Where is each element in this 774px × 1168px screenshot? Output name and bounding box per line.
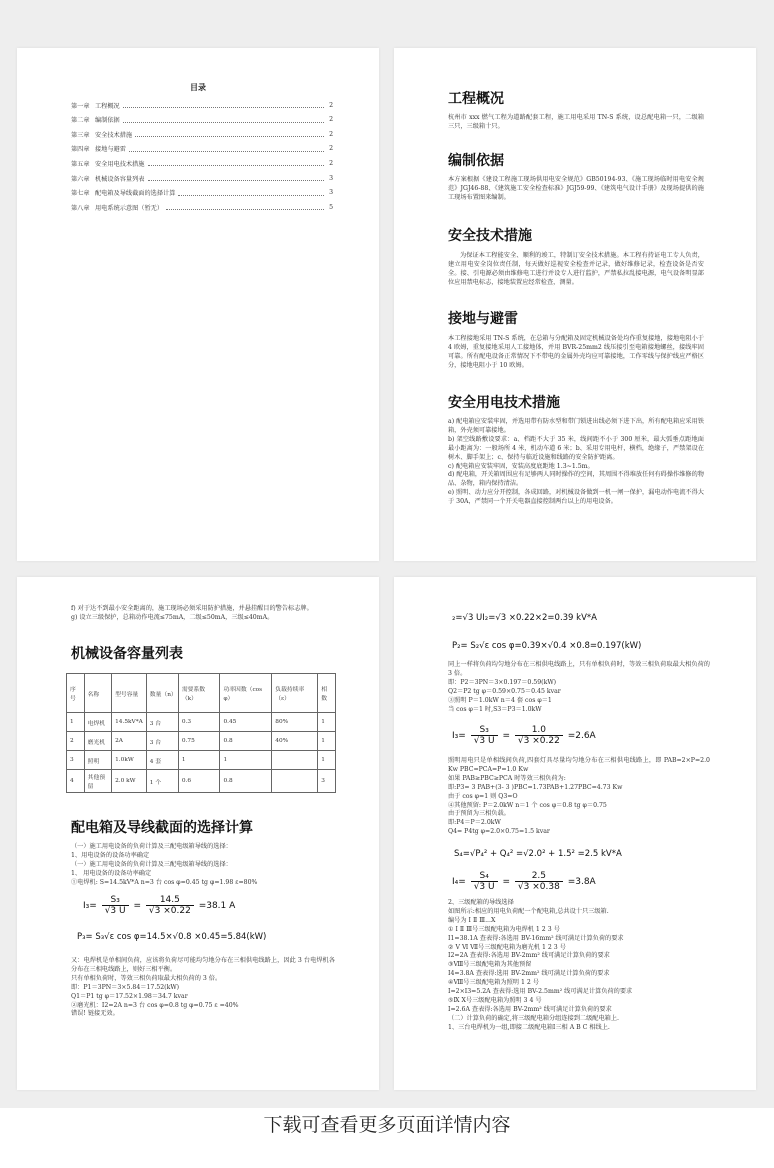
text-line: ④其他预留: P＝2.0kW n＝1 个 cos φ＝0.8 tg φ＝0.75 bbox=[448, 801, 607, 809]
overview-text: 杭州市 xxx 燃气工程为道路配套工程，施工用电采用 TN-S 系统，设总配电箱一只，二级箱三只，三级箱十只。 bbox=[448, 114, 704, 130]
text-line: a) 配电箱应安装牢固，并选用带有防水型和带门锁进出线必须下进下出，所有配电箱应采用铁箱，外壳须可靠接地。 bbox=[448, 418, 704, 434]
table-cell: 2.0 kW bbox=[112, 770, 147, 793]
page-3 bbox=[17, 577, 379, 1090]
table-cell: 40% bbox=[272, 732, 318, 751]
text-line: 1、用电设备的设备功率确定 bbox=[71, 851, 150, 859]
table-cell: 4 套 bbox=[146, 751, 178, 770]
toc-item-title: 安全用电技术措施 bbox=[95, 160, 145, 168]
table-cell: 0.8 bbox=[220, 770, 272, 793]
table-cell: 4 bbox=[67, 770, 85, 793]
toc-item-title: 配电箱及导线截面的选择计算 bbox=[95, 190, 176, 198]
toc-item-title: 安全技术措施 bbox=[95, 131, 133, 139]
text-line: 错误! 链接无效。 bbox=[71, 1010, 119, 1018]
formula-s2: ₂=√3 UI₂=√3 ×0.22×2=0.39 kV*A bbox=[452, 613, 597, 623]
toc-page-number: 2 bbox=[329, 130, 333, 138]
table-header-row bbox=[67, 674, 336, 713]
page4-text-c bbox=[448, 899, 710, 1033]
formula-i1: I₃= $\frac{\text{S₃}}{√3 U}$ = $\frac{14.5}{√3 \times 0.22}$ =38.1 A bbox=[83, 895, 236, 916]
table-cell: 0.3 bbox=[178, 713, 220, 732]
toc-leader bbox=[166, 204, 324, 210]
heading-elec: 安全用电技术措施 bbox=[448, 395, 560, 411]
toc-leader bbox=[123, 117, 324, 123]
text-line: 如果 PAB≥PBC≥PCA 时等效三相负荷为: bbox=[448, 774, 566, 782]
text-line: f) 对于达不到最小安全距离的，施工现场必须采用防护措施，并悬挂醒目的警告标志牌。 bbox=[71, 605, 313, 612]
table-cell: 1 bbox=[318, 751, 336, 770]
table-header-cell: 需要系数（k） bbox=[178, 674, 220, 713]
toc-item-title: 接地与避雷 bbox=[95, 146, 126, 154]
toc-leader bbox=[123, 102, 324, 108]
table-cell: 1 bbox=[318, 732, 336, 751]
page-toc bbox=[17, 48, 379, 561]
safety-text: 为保证本工程能安全、顺利的竣工，特制订安全技术措施。本工程有持证电工专人负责，建立用电安全岗位责任制，每天做好巡视安全检查并记录，做好维修记录，检查设备是否安全。接、引电源必须由维修电工进行并设专人进行监护，严禁私拉乱接电源，电气设备明显部位应用禁电标志，接地装置应经常检查，测量。 bbox=[448, 252, 704, 286]
text-line: 即:P4＝P＝2.0kW bbox=[448, 819, 501, 827]
text-line: 编号为 I Ⅱ Ⅲ...X bbox=[448, 916, 496, 924]
text-line: 只有单相负荷时，等效三相负荷取最大相负荷的 3 倍。 bbox=[71, 974, 222, 982]
toc-page-number: 3 bbox=[329, 189, 333, 197]
toc-item[interactable] bbox=[71, 144, 333, 154]
table-cell: 2 bbox=[67, 732, 85, 751]
toc-page-number: 3 bbox=[329, 174, 333, 182]
table-header-cell: 数量（n） bbox=[146, 674, 178, 713]
table-cell bbox=[272, 770, 318, 793]
text-line: ① Ⅰ Ⅱ Ⅲ号三级配电箱为电焊机 1 2 3 号 bbox=[448, 925, 560, 933]
page-2 bbox=[394, 48, 756, 561]
basis-text: 本方案根据《建设工程施工现场供用电安全规范》GB50194-93、《施工现场临时用电安全规范》JGJ46-88、《建筑施工安全检查标准》JGJ59-99、《建筑电气设计手册》及现场提供的施工现场布置图来编制。 bbox=[448, 176, 704, 201]
calc-after-text bbox=[71, 957, 335, 1019]
toc-item[interactable] bbox=[71, 202, 333, 212]
table-cell: 1 bbox=[67, 713, 85, 732]
table-row bbox=[67, 732, 336, 751]
text-line: 当 cos φ＝1 时,S3＝P3＝1.0kW bbox=[448, 705, 542, 713]
equipment-table bbox=[66, 673, 336, 793]
table-cell: 1 个 bbox=[146, 770, 178, 793]
toc-leader bbox=[178, 190, 324, 196]
formula-i3: I₃= $\frac{\text{S₃}}{√3 U}$ = $\frac{1.0}{√3 \times 0.22}$ =2.6A bbox=[452, 725, 596, 746]
table-cell: 2A bbox=[112, 732, 147, 751]
text-line: I=2×I3=5.2A 查表得:选用 BV-2.5mm² 线可满足计算负荷的要求 bbox=[448, 988, 633, 996]
toc-chapter: 第一章 bbox=[71, 102, 90, 110]
text-line: ④Ⅷ号三级配电箱为照明 1 2 号 bbox=[448, 979, 539, 987]
table-cell: 0.8 bbox=[220, 732, 272, 751]
calc-text bbox=[71, 843, 335, 888]
table-header-cell: 型号容量 bbox=[112, 674, 147, 713]
table-row bbox=[67, 770, 336, 793]
table-cell: 1 bbox=[318, 713, 336, 732]
text-line: 2、三级配箱的导线选择 bbox=[448, 899, 514, 906]
table-cell: 3 bbox=[318, 770, 336, 793]
formula-p2: P₂= S₂√ε cos φ=0.39×√0.4 ×0.8=0.197(kW) bbox=[452, 641, 642, 651]
table-cell: 1 bbox=[220, 751, 272, 770]
table-cell: 1.0kW bbox=[112, 751, 147, 770]
toc-chapter: 第五章 bbox=[71, 160, 90, 168]
text-line: 即：P1＝3PN＝3×5.84＝17.52(kW) bbox=[71, 983, 180, 991]
text-line: ③Ⅷ号三级配电箱为其他预留 bbox=[448, 961, 532, 969]
toc-item-title: 用电系统示意图（暂无） bbox=[95, 204, 164, 212]
text-line: Q4= P4tg φ=2.0×0.75=1.5 kvar bbox=[448, 828, 550, 836]
text-line: 1、 用电设备的设备功率确定 bbox=[71, 869, 152, 877]
text-line: ⑤Ⅸ Ⅹ号三级配电箱为照明 3 4 号 bbox=[448, 996, 542, 1004]
page3-intro bbox=[71, 605, 335, 623]
toc-page-number: 5 bbox=[329, 203, 333, 211]
text-line: 如图所示:相应的用电负荷配一个配电箱,总共设十只三级箱. bbox=[448, 907, 609, 915]
text-line: （一）施工用电设备的负荷计算及三配电级箱导线的选择： bbox=[71, 860, 232, 868]
download-prompt-footer bbox=[0, 1108, 774, 1168]
text-line: 又：电焊机是单相间负荷，应该将负荷尽可能均匀地分布在三相供电线路上，因此 3 台电焊机各分布在三相电线路上，则好三相平衡。 bbox=[71, 957, 335, 973]
toc-item[interactable] bbox=[71, 100, 333, 110]
ground-text: 本工程接地采用 TN-S 系统，在总箱与分配箱及固定机械设备处均作重复接地，接地电阻小于 4 欧姆，重复接地采用人工接地体，并用 BVR-25mm2 线压接引至电箱接地螺丝，接线牢固可靠。所有配电设备正常情况下不带电的金属外壳均应可靠接地，工作零线与保护线应严格区分，接地电阻小于 10 欧姆。 bbox=[448, 335, 704, 369]
page-4 bbox=[394, 577, 756, 1090]
text-line: I=2.6A 查表得:各选用 BV-2mm² 线可满足计算负荷的要求 bbox=[448, 1005, 612, 1013]
toc-item-title: 工程概况 bbox=[95, 102, 120, 110]
table-header-cell: 名称 bbox=[84, 674, 111, 713]
text-line: （二）计算负荷的确定,将三级配电箱分组连接到二级配电箱上. bbox=[448, 1014, 619, 1022]
heading-equipment-table: 机械设备容量列表 bbox=[71, 646, 183, 662]
heading-safety: 安全技术措施 bbox=[448, 228, 532, 244]
toc-item[interactable] bbox=[71, 158, 333, 168]
table-header-cell: 功率因数（cos φ） bbox=[220, 674, 272, 713]
heading-basis: 编制依据 bbox=[448, 153, 504, 169]
table-cell: 磨光机 bbox=[84, 732, 111, 751]
text-line: 照明用电只是单相线间负荷,四套灯具尽量均匀地分布在三相供电线路上，即 PAB=2×P=2.0 Kw PBC=PCA=P=1.0 Kw bbox=[448, 757, 710, 773]
text-line: ②磨光机：I2=2A n=3 台 cos φ=0.8 tg φ=0.75 ε =40% bbox=[71, 1001, 239, 1009]
toc-chapter: 第八章 bbox=[71, 204, 90, 212]
table-cell: 1 bbox=[178, 751, 220, 770]
table-cell: 80% bbox=[272, 713, 318, 732]
table-row bbox=[67, 751, 336, 770]
toc-chapter: 第七章 bbox=[71, 190, 90, 198]
toc-leader bbox=[129, 146, 324, 152]
formula-i4: I₄= $\frac{\text{S₄}}{√3 U}$ = $\frac{2.5}{√3 \times 0.38}$ =3.8A bbox=[452, 871, 596, 892]
text-line: Q1＝P1 tg φ＝17.52×1.98＝34.7 kvar bbox=[71, 992, 188, 1000]
text-line: 即:P3= 3 PAB+(3- 3 )PBC=1.73PAB+1.27PBC=4.73 Kw bbox=[448, 783, 623, 791]
text-line: 1、三台电焊机为一组,即接二级配电箱Ⅰ三相 A B C 相线上. bbox=[448, 1023, 610, 1031]
toc-item[interactable] bbox=[71, 129, 333, 139]
text-line: ② Ⅴ Ⅵ Ⅶ号三级配电箱为磨光机 1 2 3 号 bbox=[448, 943, 566, 951]
text-line: 即：P2＝3PN＝3×0.197＝0.59(kW) bbox=[448, 678, 557, 686]
text-line: c) 配电箱应安装牢固，安装高度底距地 1.3~1.5m。 bbox=[448, 462, 594, 470]
table-row bbox=[67, 713, 336, 732]
heading-ground: 接地与避雷 bbox=[448, 311, 518, 327]
table-cell: 3 台 bbox=[146, 713, 178, 732]
formula-s4: S₄=√P₄² + Q₄² =√2.0² + 1.5² =2.5 kV*A bbox=[454, 849, 622, 859]
toc-item-title: 机械设备容量列表 bbox=[95, 175, 145, 183]
table-cell: 0.45 bbox=[220, 713, 272, 732]
text-line: Q2＝P2 tg φ＝0.59×0.75＝0.45 kvar bbox=[448, 687, 561, 695]
toc-chapter: 第三章 bbox=[71, 131, 90, 139]
text-line: e) 照明、动力应分开控制，各成回路，对机械设备做到一机一闸一保护，漏电动作电流不得大于 30A，严禁同一个开关电器直接控制两台以上的用电设备。 bbox=[448, 489, 704, 506]
text-line: I1=38.1A 查表得:各选用 BV-16mm² 线可满足计算负荷的要求 bbox=[448, 934, 624, 942]
toc-leader bbox=[135, 131, 324, 137]
text-line: 由于 cos φ=1 则 Q3=O bbox=[448, 792, 518, 800]
table-header-cell: 负载持续率（ε） bbox=[272, 674, 318, 713]
table-cell: 14.5kV*A bbox=[112, 713, 147, 732]
text-line: b) 架空线路敷设要求：a、档距不大于 35 米，线间距不小于 300 厘米，最大弧垂点距地面最小距离为：一般场所 4 米，机动车道 6 米；b、采用专用电杆，横档，绝缘子，严禁架设在树木、脚手架上；c、保持与临近设施和线路的安全防护距离。 bbox=[448, 435, 704, 461]
page4-text-a bbox=[448, 661, 710, 714]
toc-item-title: 编制依据 bbox=[95, 117, 120, 125]
toc-page-number: 2 bbox=[329, 145, 333, 153]
toc-chapter: 第六章 bbox=[71, 175, 90, 183]
text-line: g) 设立三级保护，总箱动作电流≤75mA，二级≤50mA，三级≤40mA。 bbox=[71, 613, 274, 621]
text-line: ③照明 P＝1.0kW n＝4 套 cos φ＝1 bbox=[448, 696, 552, 704]
text-line: d) 配电箱，开关箱周围应有足够两人同时操作的空间，其周围不得堆放任何有碍操作维修的物品、杂物，箱内保持清洁。 bbox=[448, 471, 704, 488]
table-cell: 电焊机 bbox=[84, 713, 111, 732]
toc-leader bbox=[148, 175, 325, 181]
toc-item[interactable] bbox=[71, 115, 333, 125]
toc-leader bbox=[148, 160, 325, 166]
text-line: 由于预留为三相负载。 bbox=[448, 810, 510, 818]
text-line: I4=3.8A 查表得:选用 BV-2mm² 线可满足计算负荷的要求 bbox=[448, 970, 610, 978]
table-cell: 3 bbox=[67, 751, 85, 770]
toc-title: 目录 bbox=[190, 82, 206, 92]
text-line: （一）施工用电设备的负荷计算及三配电级箱导线的选择： bbox=[71, 843, 232, 850]
table-cell: 0.75 bbox=[178, 732, 220, 751]
download-prompt-text[interactable]: 下载可查看更多页面详情内容 bbox=[263, 1114, 511, 1136]
table-cell: 照明 bbox=[84, 751, 111, 770]
toc-chapter: 第二章 bbox=[71, 117, 90, 125]
table-header-cell: 相数 bbox=[318, 674, 336, 713]
text-line: 同上一样将负荷均匀地分布在三相供电线路上，只有单相负荷时，等效三相负荷取最大相负荷的 3 倍。 bbox=[448, 661, 710, 677]
toc-page-number: 2 bbox=[329, 159, 333, 167]
toc-item[interactable] bbox=[71, 173, 333, 183]
elec-measures-list bbox=[448, 418, 704, 507]
heading-overview: 工程概况 bbox=[448, 91, 504, 107]
table-cell: 0.6 bbox=[178, 770, 220, 793]
text-line: ①电焊机: S=14.5kV*A n=3 台 cos φ=0.45 tg φ=1.98 ε=80% bbox=[71, 878, 258, 886]
text-line: I2=2A 查表得:各选用 BV-2mm² 线可满足计算负荷的要求 bbox=[448, 952, 610, 960]
table-header-cell: 序号 bbox=[67, 674, 85, 713]
table-cell bbox=[272, 751, 318, 770]
page4-text-b bbox=[448, 757, 710, 837]
heading-calc: 配电箱及导线截面的选择计算 bbox=[71, 820, 253, 836]
toc-page-number: 2 bbox=[329, 116, 333, 124]
formula-p1: P₃= S₃√ε cos φ=14.5×√0.8 ×0.45=5.84(kW) bbox=[77, 932, 267, 942]
toc-chapter: 第四章 bbox=[71, 146, 90, 154]
toc-item[interactable] bbox=[71, 188, 333, 198]
table-cell: 3 台 bbox=[146, 732, 178, 751]
toc-page-number: 2 bbox=[329, 101, 333, 109]
table-cell: 其他预留 bbox=[84, 770, 111, 793]
